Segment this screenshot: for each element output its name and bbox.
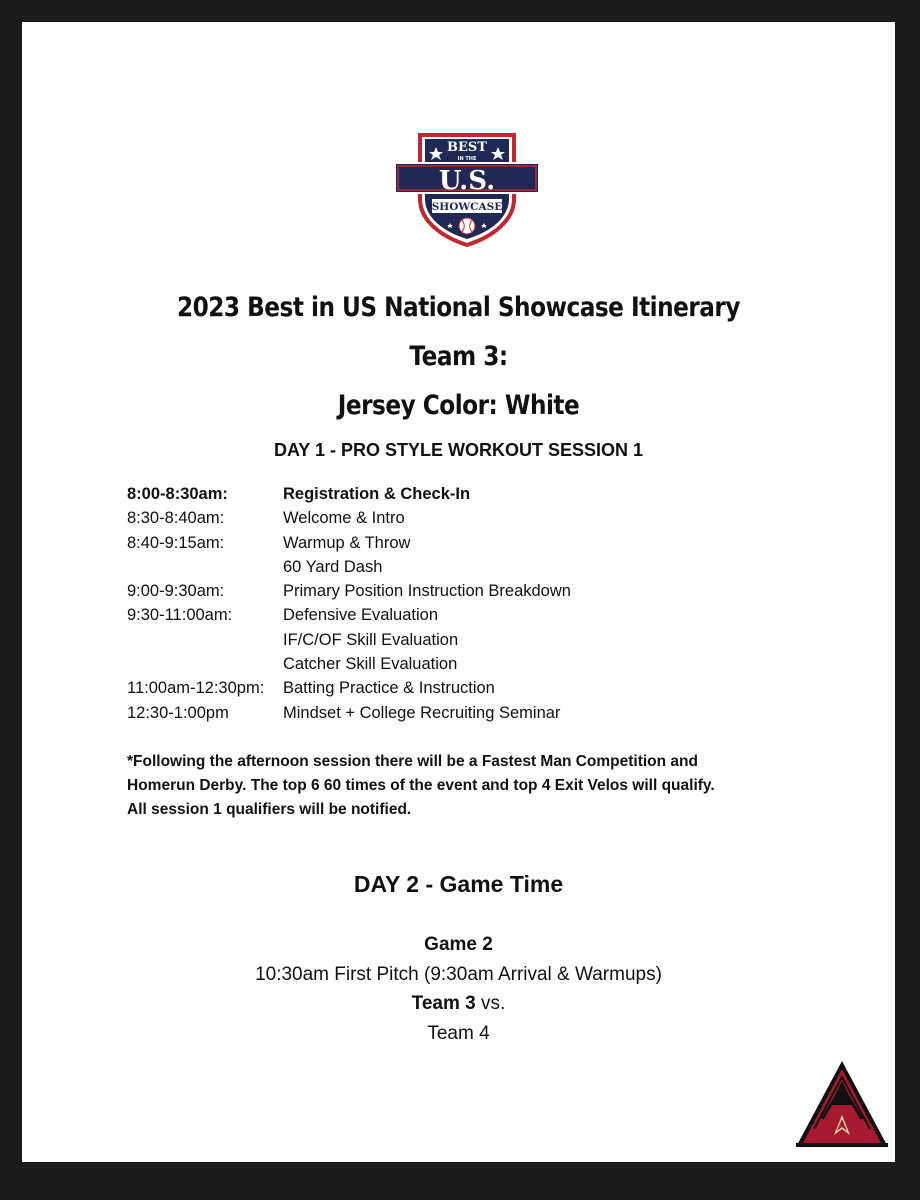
note-line: *Following the afternoon session there will be a Fastest Man Competition and [127, 753, 698, 770]
logo-small-text: IN THE [457, 156, 477, 162]
schedule-activity: Registration & Check-In [283, 485, 471, 503]
schedule-time: 8:40-9:15am: [127, 533, 225, 552]
schedule-time: 12:30-1:00pm [127, 703, 229, 722]
schedule-time: 9:00-9:30am: [127, 582, 225, 601]
schedule-activity: Mindset + College Recruiting Seminar [283, 703, 561, 722]
schedule-row [127, 531, 827, 555]
logo-top-text: BEST [447, 140, 487, 155]
first-pitch-time: 10:30am First Pitch (9:30am Arrival & Warmups) [255, 963, 662, 985]
jersey-color-heading: Jersey Color: White [337, 390, 580, 421]
schedule-activity: Welcome & Intro [283, 509, 405, 528]
document-page [22, 22, 895, 1162]
schedule-row [127, 628, 827, 652]
logo-main-text: U.S. [438, 166, 496, 196]
schedule-row [127, 506, 827, 530]
qualifier-note [127, 750, 827, 822]
home-team: Team 3 [411, 993, 476, 1014]
schedule-activity: Batting Practice & Instruction [283, 679, 495, 698]
day1-heading: DAY 1 - PRO STYLE WORKOUT SESSION 1 [273, 440, 644, 460]
day1-schedule [127, 482, 827, 725]
schedule-row [127, 701, 827, 725]
schedule-time: 9:30-11:00am: [127, 606, 233, 625]
schedule-activity: Defensive Evaluation [283, 606, 439, 625]
schedule-row [127, 482, 827, 506]
matchup-line [22, 989, 895, 1019]
schedule-activity: IF/C/OF Skill Evaluation [283, 630, 459, 649]
best-in-us-showcase-logo [392, 129, 542, 249]
game-info [22, 930, 895, 1048]
schedule-activity: Warmup & Throw [283, 533, 411, 552]
schedule-time: 8:30-8:40am: [127, 509, 225, 528]
itinerary-title: 2023 Best in US National Showcase Itinerary [176, 292, 741, 323]
schedule-activity: Primary Position Instruction Breakdown [283, 582, 571, 601]
logo-bottom-text: SHOWCASE [431, 201, 503, 213]
schedule-activity: Catcher Skill Evaluation [283, 655, 458, 674]
vs-text: vs. [475, 993, 506, 1014]
schedule-row [127, 603, 827, 627]
note-line: All session 1 qualifiers will be notified. [127, 801, 412, 818]
schedule-row [127, 555, 827, 579]
team-heading: Team 3: [409, 341, 508, 372]
game-label: Game 2 [424, 934, 493, 955]
day2-heading: DAY 2 - Game Time [353, 871, 564, 897]
diamondbacks-logo [792, 1057, 892, 1152]
schedule-activity: 60 Yard Dash [283, 557, 383, 576]
schedule-row [127, 579, 827, 603]
schedule-time: 11:00am-12:30pm: [127, 679, 265, 698]
schedule-time: 8:00-8:30am: [127, 485, 228, 503]
note-line: Homerun Derby. The top 6 60 times of the event and top 4 Exit Velos will qualify. [127, 777, 715, 794]
away-team: Team 4 [427, 1022, 490, 1044]
schedule-row [127, 676, 827, 700]
schedule-row [127, 652, 827, 676]
